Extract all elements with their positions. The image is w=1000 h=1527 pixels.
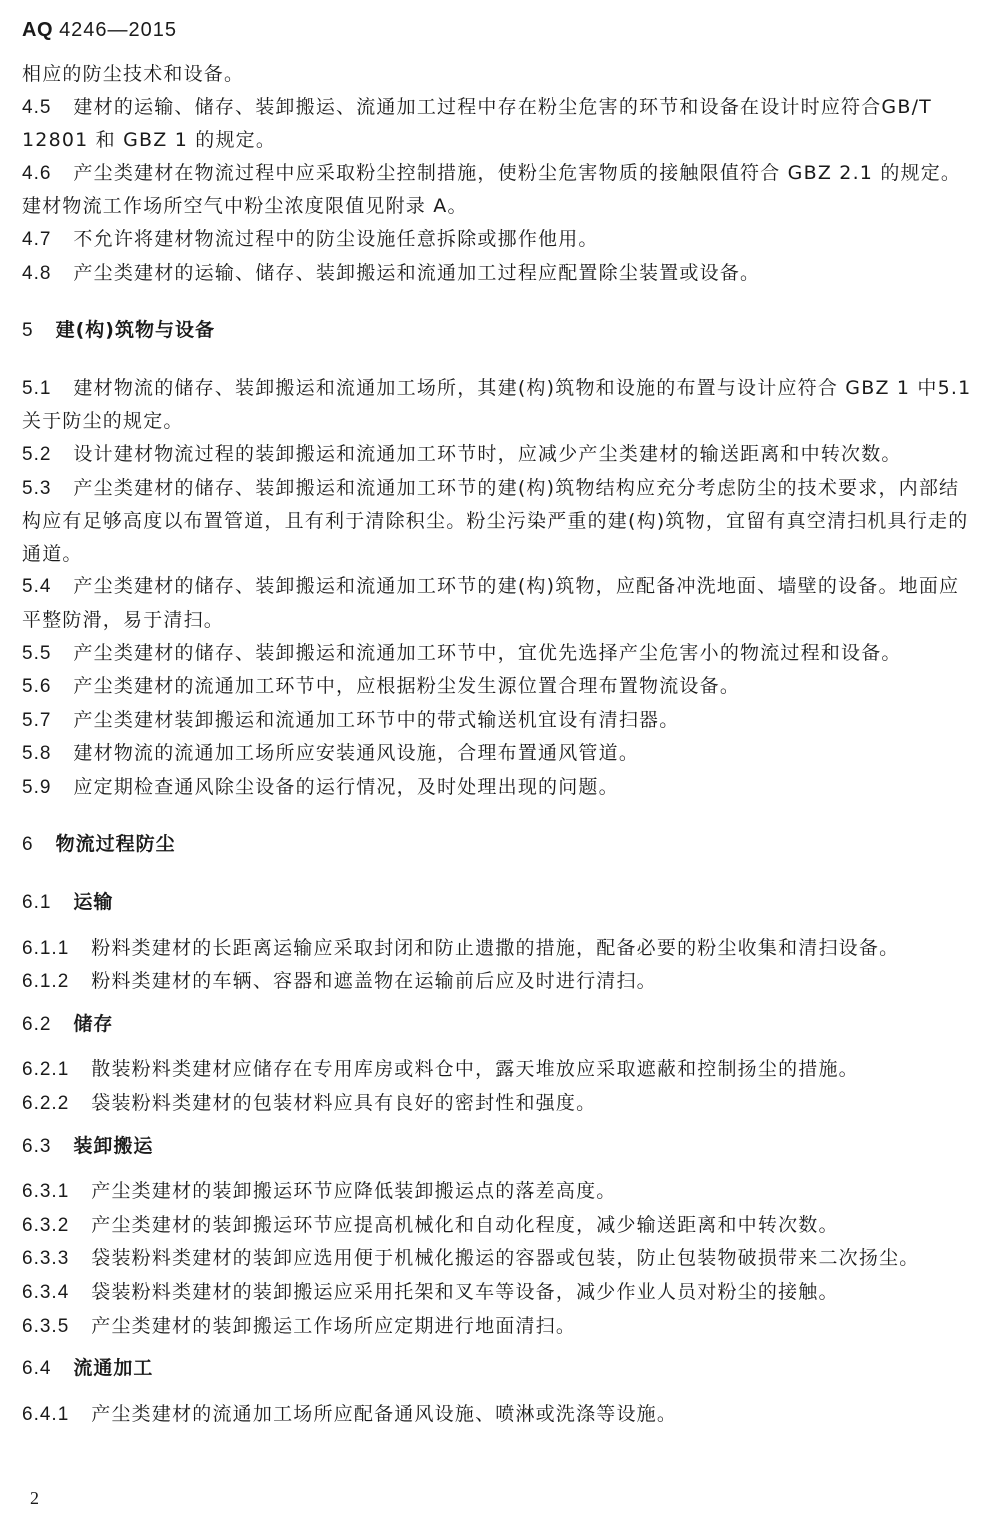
clause-paragraph — [22, 1175, 978, 1209]
clause-text: 产尘类建材的储存、装卸搬运和流通加工环节的建(构)筑物结构应充分考虑防尘的技术要求，内部结构应有足够高度以布置管道，且有利于清除积尘。粉尘污染严重的建(构)筑物，宜留有真空清扫机具行走的通道。 — [22, 476, 969, 565]
clause-paragraph — [22, 1087, 978, 1121]
clause-paragraph — [22, 372, 978, 438]
clause-text: 产尘类建材在物流过程中应采取粉尘控制措施，使粉尘危害物质的接触限值符合 GBZ 2.1 的规定。建材物流工作场所空气中粉尘浓度限值见附录 A。 — [22, 161, 962, 218]
clause-number: 5 — [22, 320, 34, 342]
clause-paragraph — [22, 1398, 978, 1432]
clause-text: 装卸搬运 — [73, 1134, 154, 1157]
clause-text: 产尘类建材的流通加工环节中，应根据粉尘发生源位置合理布置物流设备。 — [73, 675, 741, 698]
clause-number: 5.6 — [22, 676, 52, 698]
clause-paragraph — [22, 737, 978, 771]
clause-paragraph — [22, 932, 978, 966]
clause-number: 5.9 — [22, 776, 52, 798]
clause-paragraph — [22, 157, 978, 223]
clause-text: 建材物流的流通加工场所应安装通风设施，合理布置通风管道。 — [73, 742, 640, 765]
clause-text: 产尘类建材的运输、储存、装卸搬运和流通加工过程应配置除尘装置或设备。 — [73, 261, 761, 284]
clause-paragraph — [22, 1310, 978, 1344]
clause-text: 袋装粉料类建材的装卸搬运应采用托架和叉车等设备，减少作业人员对粉尘的接触。 — [91, 1281, 839, 1303]
clause-paragraph — [22, 58, 978, 91]
clause-paragraph — [22, 670, 978, 704]
clause-paragraph — [22, 965, 978, 999]
clause-paragraph — [22, 1242, 978, 1276]
clause-number: 6.3.1 — [22, 1181, 70, 1203]
clause-number: 6.1.1 — [22, 937, 70, 959]
standard-header — [22, 16, 978, 44]
standard-number: 4246—2015 — [59, 19, 178, 41]
clause-text: 袋装粉料类建材的装卸应选用便于机械化搬运的容器或包装，防止包装物破损带来二次扬尘。 — [91, 1247, 920, 1270]
page-number: 2 — [30, 1488, 39, 1508]
clause-text: 产尘类建材的储存、装卸搬运和流通加工环节中，宜优先选择产尘危害小的物流过程和设备。 — [73, 641, 902, 664]
clause-number: 6 — [22, 834, 34, 856]
document-body — [22, 58, 978, 1431]
clause-paragraph — [22, 704, 978, 738]
clause-number: 6.3.3 — [22, 1248, 70, 1270]
clause-paragraph — [22, 771, 978, 805]
clause-number: 5.7 — [22, 709, 52, 731]
clause-number: 5.8 — [22, 743, 52, 765]
clause-text: 产尘类建材的储存、装卸搬运和流通加工环节的建(构)筑物，应配备冲洗地面、墙壁的设备。地面应平整防滑，易于清扫。 — [22, 575, 960, 631]
clause-number: 6.1 — [22, 892, 52, 914]
chapter-heading — [22, 828, 978, 862]
clause-number: 5.2 — [22, 443, 52, 465]
clause-paragraph — [22, 1053, 978, 1087]
clause-text: 建材物流的储存、装卸搬运和流通加工场所，其建(构)筑物和设施的布置与设计应符合 GBZ 1 中5.1 关于防尘的规定。 — [22, 376, 972, 433]
clause-paragraph — [22, 91, 978, 157]
chapter-heading — [22, 314, 978, 348]
clause-paragraph — [22, 1276, 978, 1310]
clause-number: 6.1.2 — [22, 971, 70, 993]
clause-text: 粉料类建材的车辆、容器和遮盖物在运输前后应及时进行清扫。 — [91, 970, 657, 993]
clause-text: 运输 — [73, 891, 114, 914]
clause-text: 储存 — [73, 1012, 114, 1035]
clause-text: 物流过程防尘 — [55, 833, 176, 856]
clause-number: 6.3.5 — [22, 1315, 70, 1337]
clause-paragraph — [22, 257, 978, 291]
clause-text: 产尘类建材的装卸搬运环节应降低装卸搬运点的落差高度。 — [91, 1180, 617, 1203]
clause-text: 散装粉料类建材应储存在专用库房或料仓中，露天堆放应采取遮蔽和控制扬尘的措施。 — [91, 1058, 859, 1081]
clause-paragraph — [22, 472, 978, 571]
clause-text: 产尘类建材的装卸搬运环节应提高机械化和自动化程度，减少输送距离和中转次数。 — [91, 1213, 839, 1236]
clause-number: 6.4.1 — [22, 1403, 70, 1425]
clause-number: 6.2.2 — [22, 1093, 70, 1115]
section-heading — [22, 886, 978, 920]
clause-text: 产尘类建材的流通加工场所应配备通风设施、喷淋或洗涤等设施。 — [91, 1402, 678, 1425]
clause-number: 6.2 — [22, 1013, 52, 1035]
clause-number: 6.4 — [22, 1358, 52, 1380]
clause-text: 袋装粉料类建材的包装材料应具有良好的密封性和强度。 — [91, 1092, 597, 1115]
clause-number: 5.5 — [22, 642, 52, 664]
clause-text: 相应的防尘技术和设备。 — [22, 63, 245, 85]
clause-number: 4.7 — [22, 228, 52, 250]
clause-text: 流通加工 — [73, 1357, 154, 1380]
clause-number: 6.3.2 — [22, 1214, 70, 1236]
clause-paragraph — [22, 637, 978, 671]
clause-text: 建材的运输、储存、装卸搬运、流通加工过程中存在粉尘危害的环节和设备在设计时应符合GB/T 12801 和 GBZ 1 的规定。 — [22, 95, 932, 152]
clause-number: 4.8 — [22, 262, 52, 284]
clause-text: 不允许将建材物流过程中的防尘设施任意拆除或挪作他用。 — [73, 227, 599, 250]
clause-text: 建(构)筑物与设备 — [55, 319, 215, 342]
section-heading — [22, 1130, 978, 1164]
clause-text: 设计建材物流过程的装卸搬运和流通加工环节时，应减少产尘类建材的输送距离和中转次数。 — [73, 442, 902, 465]
clause-text: 粉料类建材的长距离运输应采取封闭和防止遗撒的措施，配备必要的粉尘收集和清扫设备。 — [91, 936, 900, 959]
clause-paragraph — [22, 438, 978, 472]
clause-number: 5.1 — [22, 377, 52, 399]
clause-number: 6.3 — [22, 1135, 52, 1157]
clause-number: 5.3 — [22, 477, 52, 499]
clause-number: 5.4 — [22, 576, 52, 598]
clause-text: 产尘类建材装卸搬运和流通加工环节中的带式输送机宜设有清扫器。 — [73, 708, 680, 731]
clause-paragraph — [22, 570, 978, 636]
clause-text: 产尘类建材的装卸搬运工作场所应定期进行地面清扫。 — [91, 1314, 577, 1337]
clause-text: 应定期检查通风除尘设备的运行情况，及时处理出现的问题。 — [73, 775, 619, 798]
section-heading — [22, 1008, 978, 1042]
clause-number: 4.6 — [22, 162, 52, 184]
section-heading — [22, 1352, 978, 1386]
clause-paragraph — [22, 1209, 978, 1243]
clause-number: 6.3.4 — [22, 1282, 70, 1303]
standard-code: AQ — [22, 19, 53, 41]
clause-number: 6.2.1 — [22, 1059, 70, 1081]
clause-paragraph — [22, 223, 978, 257]
clause-number: 4.5 — [22, 96, 52, 118]
